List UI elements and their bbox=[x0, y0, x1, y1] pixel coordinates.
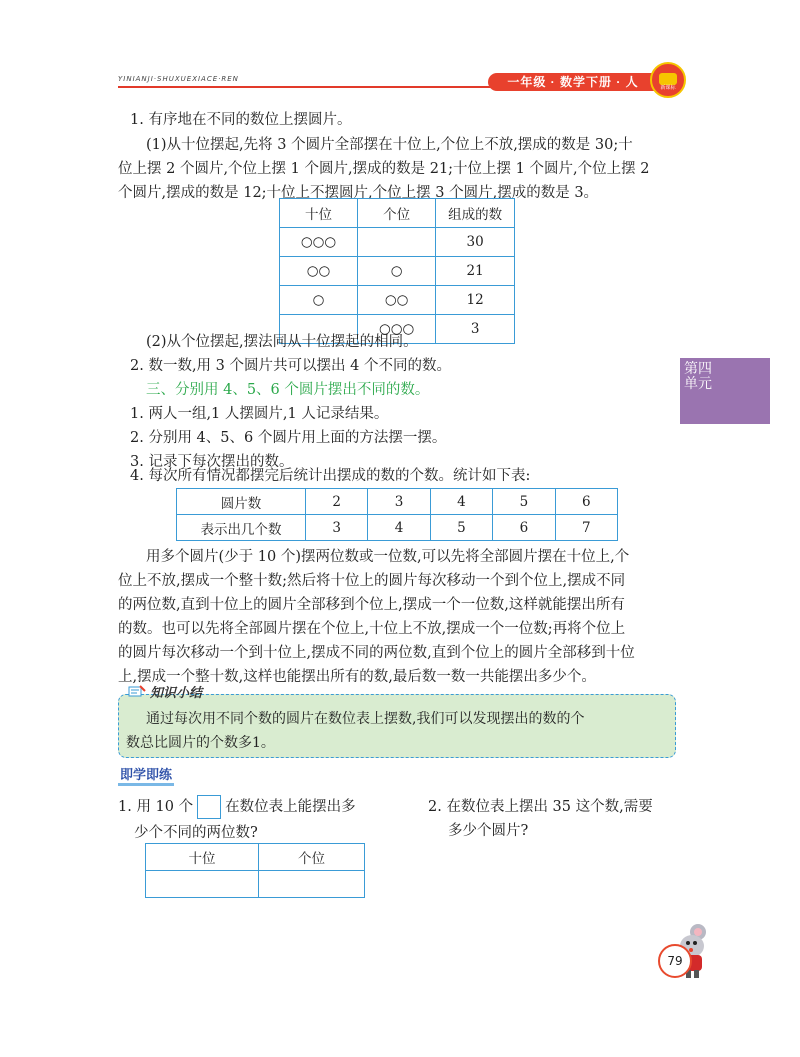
table-header-cell: 组成的数 bbox=[436, 199, 515, 228]
answer-place-value-table bbox=[145, 843, 365, 898]
book-logo-icon bbox=[650, 62, 686, 98]
header-grade-tag: 一年级 · 数学下册 · 人 bbox=[488, 73, 658, 91]
table-cell: 7 bbox=[555, 515, 617, 541]
activity-step-3: 3. 记录下每次摆出的数。 bbox=[130, 454, 294, 470]
step-1-detail-line2: 位上摆 2 个圆片,个位上摆 1 个圆片,摆成的数是 21;十位上摆 1 个圆片,个位上摆 2 bbox=[118, 161, 650, 177]
table-cell: 5 bbox=[493, 489, 555, 515]
table-row bbox=[280, 286, 515, 315]
table-header-cell: 个位 bbox=[358, 199, 436, 228]
table-cell: 3 bbox=[306, 515, 368, 541]
table-cell: 4 bbox=[430, 489, 492, 515]
explanation-line: 位上不放,摆成一个整十数;然后将十位上的圆片每次移动一个到个位上,摆成不同 bbox=[118, 573, 626, 589]
answer-box[interactable] bbox=[197, 795, 221, 819]
table-row bbox=[280, 257, 515, 286]
header-left-text: YINIANJI·SHUXUEXIACE·REN bbox=[118, 75, 239, 83]
activity-step-4: 4. 每次所有情况都摆完后统计出摆成的数的个数。统计如下表: bbox=[130, 468, 531, 484]
table-cell: 3 bbox=[368, 489, 430, 515]
number-value: 30 bbox=[436, 228, 515, 257]
table-row bbox=[177, 489, 618, 515]
activity-step-1: 1. 两人一组,1 人摆圆片,1 人记录结果。 bbox=[130, 406, 389, 422]
ones-circles: ○○○ bbox=[358, 315, 436, 344]
explanation-line: 的圆片每次移动一个到十位上,摆成不同的两位数,直到个位上的圆片全部移到十位 bbox=[118, 645, 635, 661]
step-1-detail-line3: 个圆片,摆成的数是 12;十位上不摆圆片,个位上摆 3 个圆片,摆成的数是 3。 bbox=[118, 185, 599, 201]
answer-cell[interactable] bbox=[146, 871, 259, 898]
table-cell: 4 bbox=[368, 515, 430, 541]
step-2: 2. 数一数,用 3 个圆片共可以摆出 4 个不同的数。 bbox=[130, 358, 451, 374]
question-1-suffix: 在数位表上能摆出多 bbox=[225, 799, 356, 815]
question-2-line1: 2. 在数位表上摆出 35 这个数,需要 bbox=[428, 799, 653, 815]
place-value-table bbox=[279, 198, 515, 344]
ones-circles: ○○ bbox=[358, 286, 436, 315]
table-row bbox=[146, 871, 365, 898]
ones-circles: ○ bbox=[358, 257, 436, 286]
number-value: 3 bbox=[436, 315, 515, 344]
summary-line2: 数总比圆片的个数多1。 bbox=[126, 735, 275, 751]
number-value: 21 bbox=[436, 257, 515, 286]
question-2-line2: 多少个圆片? bbox=[448, 823, 529, 839]
activity-step-2: 2. 分别用 4、5、6 个圆片用上面的方法摆一摆。 bbox=[130, 430, 447, 446]
step-1-part-2: (2)从个位摆起,摆法同从十位摆起的相同。 bbox=[146, 334, 418, 350]
table-header-cell: 十位 bbox=[146, 844, 259, 871]
question-1-prefix: 1. 用 10 个 bbox=[118, 799, 194, 815]
table-cell: 6 bbox=[493, 515, 555, 541]
table-header-cell: 个位 bbox=[259, 844, 365, 871]
tens-circles: ○ bbox=[280, 286, 358, 315]
summary-line1: 通过每次用不同个数的圆片在数位表上摆数,我们可以发现摆出的数的个 bbox=[146, 711, 585, 727]
table-row bbox=[177, 515, 618, 541]
tens-circles: ○○○ bbox=[280, 228, 358, 257]
count-stats-table bbox=[176, 488, 618, 541]
logo-text: 新课标 bbox=[660, 85, 676, 91]
pencil-note-icon bbox=[128, 684, 146, 698]
ones-circles bbox=[358, 228, 436, 257]
number-value: 12 bbox=[436, 286, 515, 315]
table-row bbox=[280, 228, 515, 257]
question-1-line1 bbox=[118, 795, 356, 819]
section-3-heading: 三、分别用 4、5、6 个圆片摆出不同的数。 bbox=[146, 382, 430, 398]
step-1-detail-line1: (1)从十位摆起,先将 3 个圆片全部摆在十位上,个位上不放,摆成的数是 30;十 bbox=[146, 137, 633, 153]
tens-circles: ○○ bbox=[280, 257, 358, 286]
table-cell: 2 bbox=[306, 489, 368, 515]
explanation-line: 的数。也可以先将全部圆片摆在个位上,十位上不放,摆成一个一位数;再将个位上 bbox=[118, 621, 626, 637]
step-1: 1. 有序地在不同的数位上摆圆片。 bbox=[130, 112, 352, 128]
table-cell: 5 bbox=[430, 515, 492, 541]
table-header-row bbox=[280, 199, 515, 228]
row-label: 表示出几个数 bbox=[177, 515, 306, 541]
summary-title: 知识小结 bbox=[150, 686, 203, 701]
unit-side-tab-label: 第四单元 bbox=[684, 361, 712, 392]
question-1-line2: 少个不同的两位数? bbox=[134, 825, 258, 841]
table-header-row bbox=[146, 844, 365, 871]
explanation-line: 上,摆成一个整十数,这样也能摆出所有的数,最后数一数一共能摆出多少个。 bbox=[118, 669, 596, 685]
practice-title: 即学即练 bbox=[118, 764, 174, 786]
answer-cell[interactable] bbox=[259, 871, 365, 898]
table-header-cell: 十位 bbox=[280, 199, 358, 228]
page-number: 79 bbox=[658, 944, 692, 978]
row-label: 圆片数 bbox=[177, 489, 306, 515]
explanation-line: 用多个圆片(少于 10 个)摆两位数或一位数,可以先将全部圆片摆在十位上,个 bbox=[146, 549, 630, 565]
table-cell: 6 bbox=[555, 489, 617, 515]
explanation-line: 的两位数,直到十位上的圆片全部移到个位上,摆成一个一位数,这样就能摆出所有 bbox=[118, 597, 625, 613]
